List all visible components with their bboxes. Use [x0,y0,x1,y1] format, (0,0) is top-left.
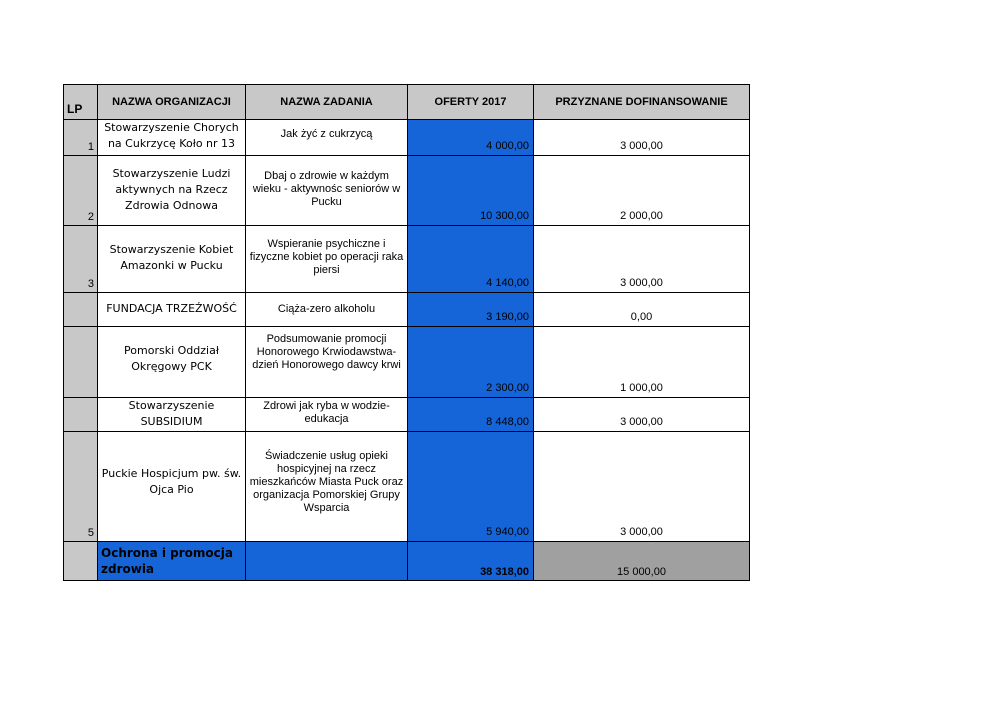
row-lp [64,398,98,432]
row-offer: 2 300,00 [408,327,534,398]
header-offers: OFERTY 2017 [408,85,534,120]
row-organization: Pomorski Oddział Okręgowy PCK [98,327,246,398]
row-task: Ciąża-zero alkoholu [246,293,408,327]
row-offer: 5 940,00 [408,432,534,542]
table-row [64,432,750,542]
table-row [64,293,750,327]
row-grant: 1 000,00 [534,327,750,398]
grants-table [63,84,750,581]
row-offer: 4 000,00 [408,120,534,156]
table-row [64,156,750,226]
row-grant: 0,00 [534,293,750,327]
row-offer: 3 190,00 [408,293,534,327]
total-grant: 15 000,00 [534,542,750,581]
row-lp: 5 [64,432,98,542]
row-grant: 2 000,00 [534,156,750,226]
header-task: NAZWA ZADANIA [246,85,408,120]
row-offer: 4 140,00 [408,226,534,293]
total-row [64,542,750,581]
row-task: Jak żyć z cukrzycą [246,120,408,156]
row-task: Świadczenie usług opieki hospicyjnej na rzecz mieszkańców Miasta Puck oraz organizacja Pomorskiej Grupy Wsparcia [246,432,408,542]
table-row [64,120,750,156]
header-organization: NAZWA ORGANIZACJI [98,85,246,120]
row-lp: 3 [64,226,98,293]
row-task: Dbaj o zdrowie w każdym wieku - aktywnośc seniorów w Pucku [246,156,408,226]
row-organization: Stowarzyszenie SUBSIDIUM [98,398,246,432]
row-grant: 3 000,00 [534,398,750,432]
total-lp [64,542,98,581]
table-row [64,327,750,398]
total-offers: 38 318,00 [408,542,534,581]
header-row [64,85,750,120]
row-lp [64,293,98,327]
row-grant: 3 000,00 [534,120,750,156]
row-lp: 2 [64,156,98,226]
row-grant: 3 000,00 [534,432,750,542]
row-organization: Stowarzyszenie Chorych na Cukrzycę Koło nr 13 [98,120,246,156]
row-offer: 8 448,00 [408,398,534,432]
total-task [246,542,408,581]
row-organization: Puckie Hospicjum pw. św. Ojca Pio [98,432,246,542]
row-organization: Stowarzyszenie Ludzi aktywnych na Rzecz Zdrowia Odnowa [98,156,246,226]
row-lp: 1 [64,120,98,156]
row-task: Podsumowanie promocji Honorowego Krwiodawstwa- dzień Honorowego dawcy krwi [246,327,408,398]
table-row [64,226,750,293]
row-task: Zdrowi jak ryba w wodzie- edukacja [246,398,408,432]
row-task: Wspieranie psychiczne i fizyczne kobiet po operacji raka piersi [246,226,408,293]
row-grant: 3 000,00 [534,226,750,293]
row-lp [64,327,98,398]
row-offer: 10 300,00 [408,156,534,226]
header-grant: PRZYZNANE DOFINANSOWANIE [534,85,750,120]
header-lp: LP [64,85,98,120]
row-organization: Stowarzyszenie Kobiet Amazonki w Pucku [98,226,246,293]
table-row [64,398,750,432]
row-organization: FUNDACJA TRZEŹWOŚĆ [98,293,246,327]
total-label: Ochrona i promocja zdrowia [98,542,246,581]
